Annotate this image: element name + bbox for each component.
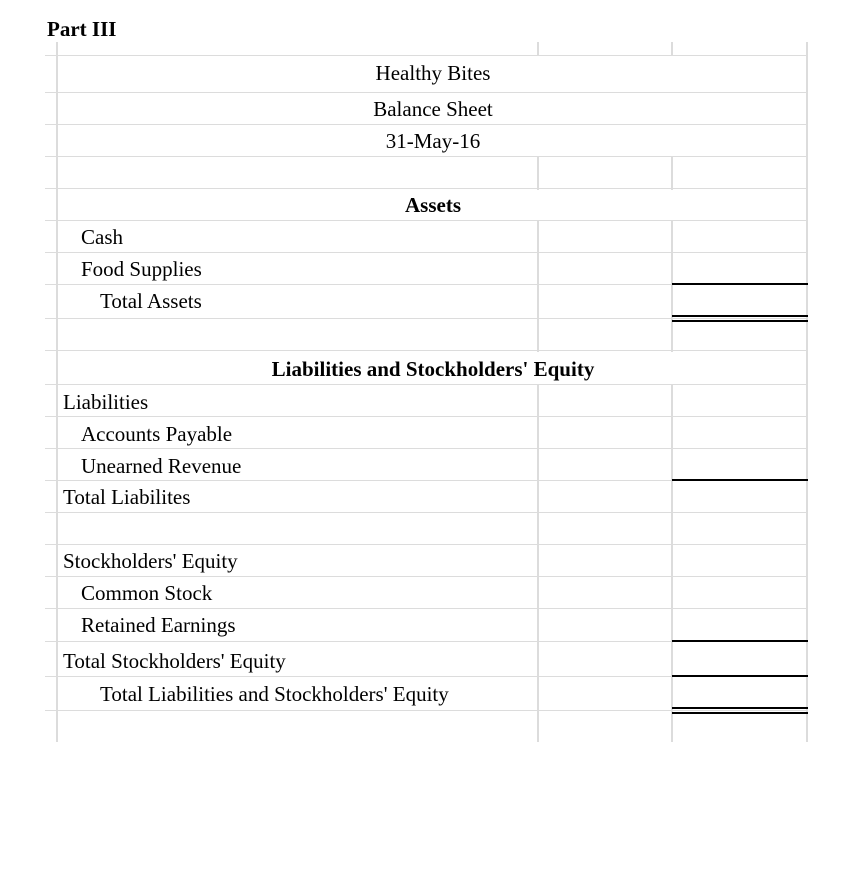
subtotal-underline [672, 283, 808, 285]
grid-line [45, 576, 807, 577]
grid-line [45, 710, 807, 711]
cash-label: Cash [81, 225, 123, 249]
part-title: Part III [47, 17, 117, 41]
grid-line [45, 512, 807, 513]
total-liabilities-label: Total Liabilites [63, 485, 191, 509]
grid-column-line [671, 156, 673, 190]
grid-column-line [537, 156, 539, 190]
unearned-revenue-label: Unearned Revenue [81, 454, 242, 478]
grid-line [45, 156, 807, 157]
grid-column-line [671, 220, 673, 352]
grid-column-line [537, 220, 539, 352]
liabilities-equity-heading: Liabilities and Stockholders' Equity [271, 357, 595, 381]
grid-column-line [537, 42, 539, 56]
grid-column-line [671, 384, 673, 742]
grid-line [45, 188, 807, 189]
common-stock-label: Common Stock [81, 581, 213, 605]
double-underline-top [672, 315, 808, 317]
grid-line [45, 544, 807, 545]
grid-line [45, 608, 807, 609]
subtotal-underline [672, 640, 808, 642]
grid-line [45, 318, 807, 319]
double-underline-bottom [672, 320, 808, 322]
statement-date: 31-May-16 [385, 129, 481, 153]
grid-line [45, 448, 807, 449]
grid-line [45, 124, 807, 125]
retained-earnings-label: Retained Earnings [81, 613, 236, 637]
grid-line [45, 384, 807, 385]
liabilities-label: Liabilities [63, 390, 149, 414]
grid-line [45, 55, 807, 56]
grid-line [45, 220, 807, 221]
grid-line [45, 92, 807, 93]
food-supplies-label: Food Supplies [81, 257, 202, 281]
stockholders-equity-label: Stockholders' Equity [63, 549, 238, 573]
accounts-payable-label: Accounts Payable [81, 422, 233, 446]
total-liabilities-equity-label: Total Liabilities and Stockholders' Equity [100, 682, 449, 706]
grid-line [45, 252, 807, 253]
grid-line [45, 416, 807, 417]
subtotal-underline [672, 479, 808, 481]
grid-line [45, 350, 807, 351]
statement-title: Balance Sheet [373, 97, 493, 121]
double-underline-top [672, 707, 808, 709]
company-name: Healthy Bites [375, 61, 491, 85]
total-equity-label: Total Stockholders' Equity [63, 649, 286, 673]
grid-column-line [537, 384, 539, 742]
assets-heading: Assets [405, 193, 461, 217]
double-underline-bottom [672, 712, 808, 714]
subtotal-underline [672, 675, 808, 677]
total-assets-label: Total Assets [100, 289, 202, 313]
grid-column-line [671, 42, 673, 56]
